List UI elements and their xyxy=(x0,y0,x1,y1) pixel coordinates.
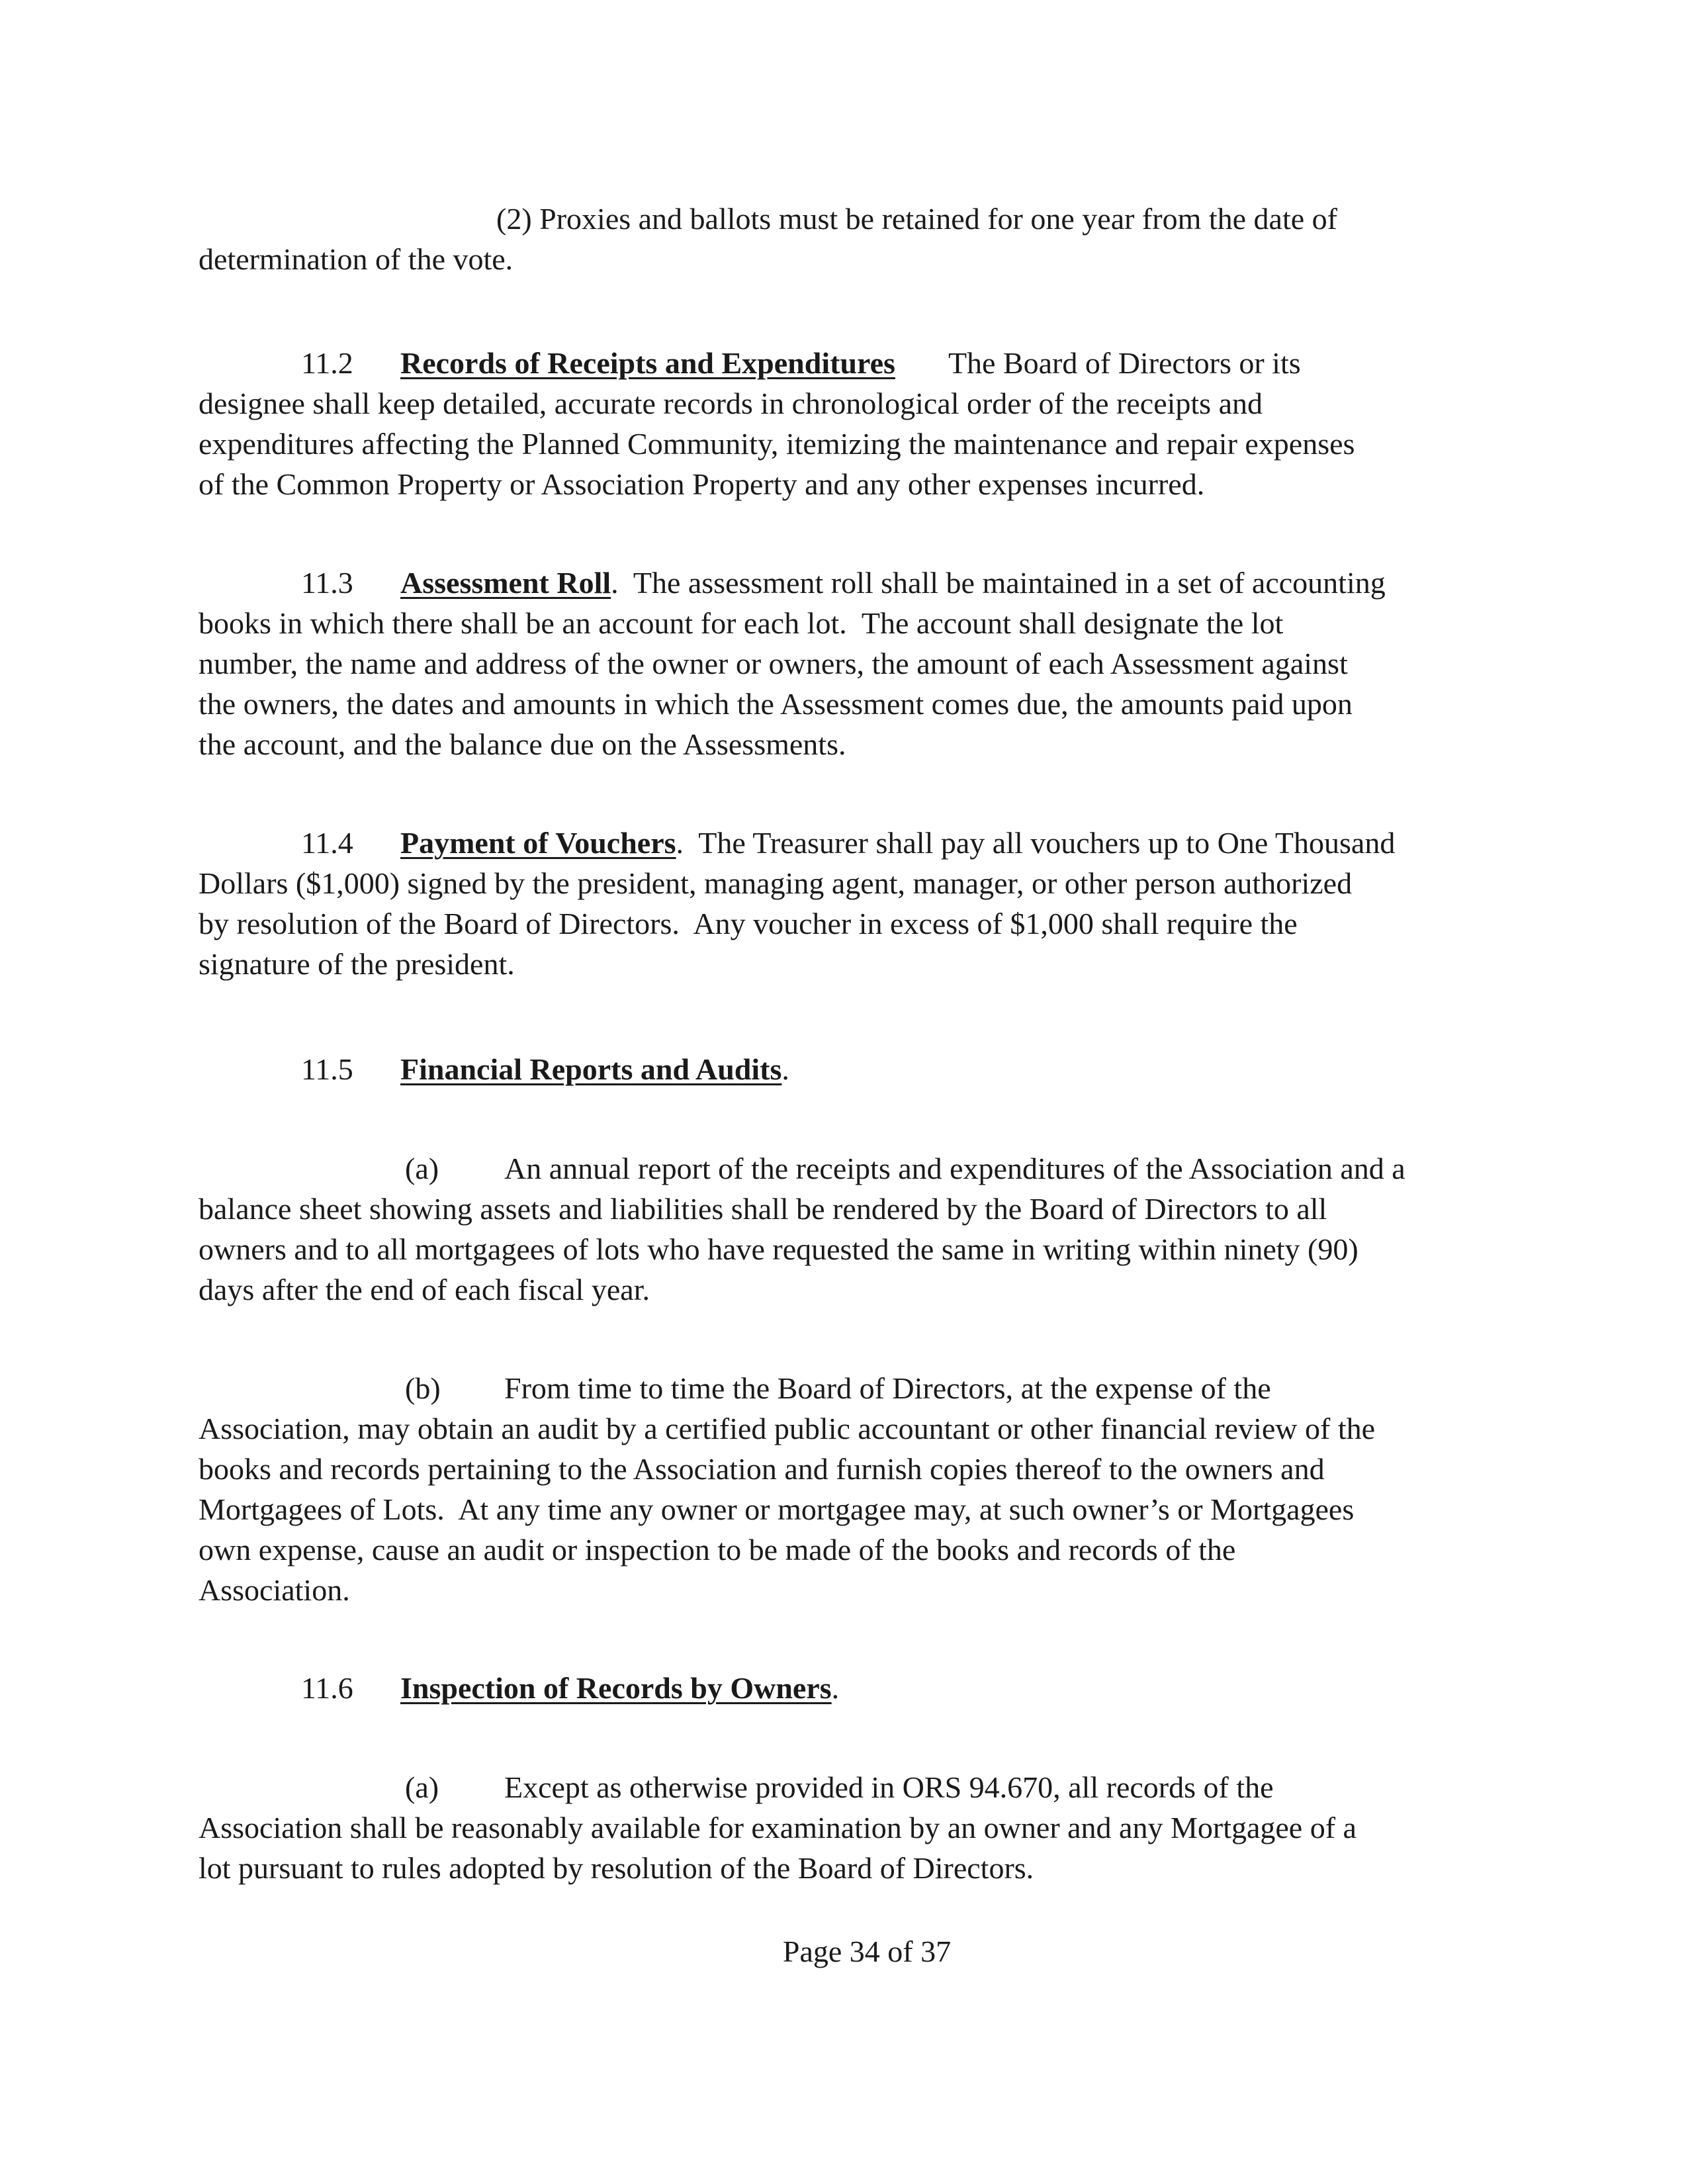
proxies-paragraph xyxy=(199,199,1495,279)
section-11-4-line-1-text: . The Treasurer shall pay all vouchers up to One Thousand xyxy=(676,826,1396,860)
section-11-4-line-1 xyxy=(199,823,1495,863)
section-11-5-b xyxy=(199,1368,1495,1610)
section-11-2 xyxy=(199,343,1495,504)
section-11-2-line-1-text: The Board of Directors or its xyxy=(948,346,1301,380)
section-11-2-line-4: of the Common Property or Association Property and any other expenses incurred. xyxy=(199,467,1205,501)
section-11-6-line-1 xyxy=(199,1668,1495,1708)
section-heading: Payment of Vouchers xyxy=(400,826,676,860)
section-11-3-line-4: the owners, the dates and amounts in which the Assessment comes due, the amounts paid upon xyxy=(199,687,1353,721)
section-11-4-line-2: Dollars ($1,000) signed by the president, managing agent, manager, or other person authorized xyxy=(199,866,1353,900)
page-number-footer: Page 34 of 37 xyxy=(782,1934,952,1968)
section-11-5-b-line-4: Mortgagees of Lots. At any time any owner or mortgagee may, at such owner’s or Mortgagees xyxy=(199,1492,1355,1526)
section-11-3-line-1 xyxy=(199,563,1495,603)
section-11-3-line-5: the account, and the balance due on the Assessments. xyxy=(199,727,846,761)
subsection-label: (b) xyxy=(405,1371,441,1405)
subsection-label: (a) xyxy=(405,1770,439,1804)
section-11-6 xyxy=(199,1668,1495,1708)
section-11-5-b-line-5: own expense, cause an audit or inspection to be made of the books and records of the xyxy=(199,1533,1236,1567)
section-number: 11.6 xyxy=(301,1671,353,1705)
section-11-4-line-3: by resolution of the Board of Directors. Any voucher in excess of $1,000 shall require the xyxy=(199,907,1298,940)
section-11-4 xyxy=(199,823,1495,984)
section-11-2-line-3: expenditures affecting the Planned Community, itemizing the maintenance and repair expenses xyxy=(199,427,1355,461)
section-11-5-a-line-4: days after the end of each fiscal year. xyxy=(199,1273,650,1306)
section-heading: Assessment Roll xyxy=(400,566,611,600)
section-11-3-line-1-text: . The assessment roll shall be maintained in a set of accounting xyxy=(611,566,1386,600)
section-11-2-line-1 xyxy=(199,343,1495,383)
subsection-label: (a) xyxy=(405,1152,439,1185)
section-11-4-line-4: signature of the president. xyxy=(199,947,515,981)
section-11-6-a xyxy=(199,1767,1495,1888)
section-heading-tail: . xyxy=(831,1671,840,1705)
section-11-2-line-2: designee shall keep detailed, accurate records in chronological order of the receipts and xyxy=(199,387,1263,420)
section-11-5-b-line-2: Association, may obtain an audit by a certified public accountant or other financial review of the xyxy=(199,1412,1376,1445)
section-number: 11.3 xyxy=(301,566,353,600)
section-11-5 xyxy=(199,1049,1495,1089)
section-11-5-a xyxy=(199,1148,1495,1310)
section-11-6-a-line-3: lot pursuant to rules adopted by resolution of the Board of Directors. xyxy=(199,1851,1034,1885)
section-number: 11.2 xyxy=(301,346,353,380)
section-heading-tail: . xyxy=(781,1052,789,1086)
section-heading: Inspection of Records by Owners xyxy=(400,1671,832,1705)
section-11-5-a-line-1 xyxy=(199,1148,1495,1189)
section-heading: Records of Receipts and Expenditures xyxy=(400,346,895,380)
section-11-6-a-line-1-text: Except as otherwise provided in ORS 94.670, all records of the xyxy=(504,1770,1274,1804)
proxies-line-2: determination of the vote. xyxy=(199,242,513,276)
section-11-3-line-3: number, the name and address of the owner or owners, the amount of each Assessment against xyxy=(199,647,1348,680)
section-number: 11.4 xyxy=(301,826,353,860)
section-11-5-a-line-2: balance sheet showing assets and liabilities shall be rendered by the Board of Directors to all xyxy=(199,1192,1327,1226)
section-11-5-b-line-1 xyxy=(199,1368,1495,1408)
section-11-5-b-line-1-text: From time to time the Board of Directors, at the expense of the xyxy=(504,1371,1271,1405)
section-11-5-a-line-1-text: An annual report of the receipts and expenditures of the Association and a xyxy=(504,1152,1405,1185)
section-11-6-a-line-1 xyxy=(199,1767,1495,1807)
section-11-5-line-1 xyxy=(199,1049,1495,1089)
section-11-5-b-line-6: Association. xyxy=(199,1573,350,1607)
section-number: 11.5 xyxy=(301,1052,353,1086)
section-11-5-a-line-3: owners and to all mortgagees of lots who have requested the same in writing within ninety (90) xyxy=(199,1232,1359,1266)
section-11-3-line-2: books in which there shall be an account for each lot. The account shall designate the lot xyxy=(199,606,1284,640)
section-11-6-a-line-2: Association shall be reasonably available for examination by an owner and any Mortgagee of a xyxy=(199,1811,1357,1844)
proxies-line-1: (2) Proxies and ballots must be retained for one year from the date of xyxy=(496,202,1337,236)
section-heading: Financial Reports and Audits xyxy=(400,1052,782,1086)
section-11-5-b-line-3: books and records pertaining to the Association and furnish copies thereof to the owners and xyxy=(199,1452,1325,1486)
section-11-3 xyxy=(199,563,1495,764)
